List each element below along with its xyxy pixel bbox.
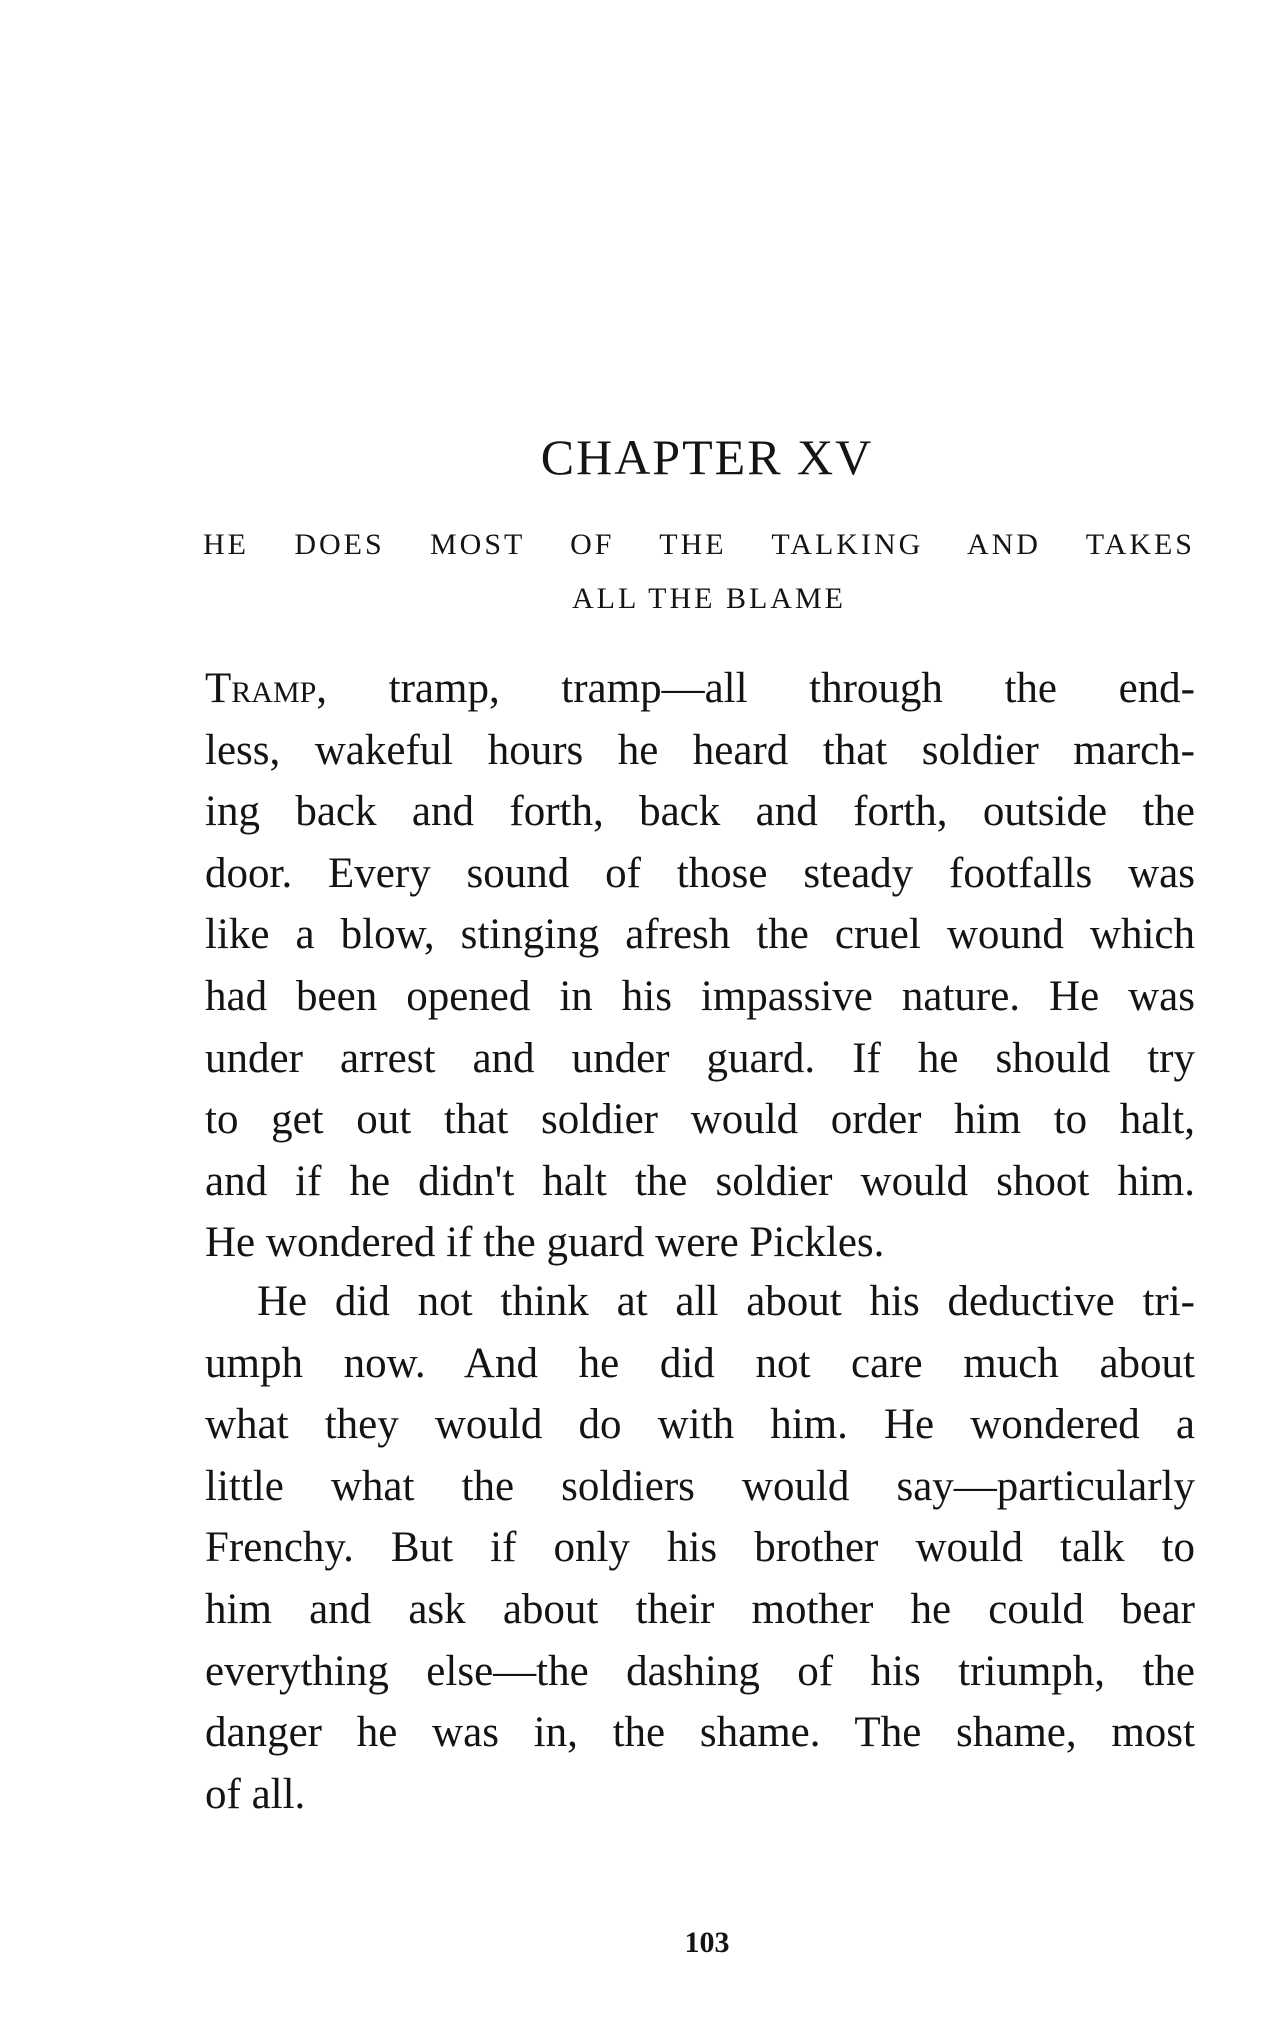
text-line [205,658,1195,720]
text-line: umph now. And he did not care much about [205,1339,1195,1387]
chapter-title: CHAPTER XV [540,429,874,485]
text-line: He wondered if the guard were Pickles. [205,1219,885,1267]
text-line: less, wakeful hours he heard that soldier march- [205,726,1195,774]
text-line: danger he was in, the shame. The shame, most [205,1709,1195,1757]
text-line: and if he didn't halt the soldier would shoot him. [205,1157,1195,1205]
text-line: to get out that soldier would order him to halt, [205,1096,1195,1144]
text-line: door. Every sound of those steady footfalls was [205,849,1195,897]
text-line: what they would do with him. He wondered a [205,1401,1195,1449]
text-line: He did not think at all about his deductive tri- [257,1278,1195,1325]
text-line: of all. [205,1770,306,1818]
text-line: Frenchy. But if only his brother would talk to [205,1524,1195,1572]
text-line: had been opened in his impassive nature. He was [205,972,1195,1020]
text-line: little what the soldiers would say—particularly [205,1462,1195,1510]
line-text: tramp, tramp—all through the end- [327,665,1195,712]
text-line: ing back and forth, back and forth, outside the [205,788,1195,836]
text-line: him and ask about their mother he could bear [205,1585,1195,1633]
text-line: everything else—the dashing of his triumph, the [205,1647,1195,1695]
text-line: like a blow, stinging afresh the cruel wound which [205,911,1195,959]
lead-word: Tramp, [205,665,328,712]
text-line: under arrest and under guard. If he should try [205,1034,1195,1082]
chapter-subtitle-line-1: HE DOES MOST OF THE TALKING AND TAKES [203,528,1195,561]
chapter-subtitle-line-2: ALL THE BLAME [572,582,846,615]
page-number: 103 [684,1926,730,1959]
paragraph-2 [205,1271,1195,1825]
paragraph-1 [205,658,1195,1274]
